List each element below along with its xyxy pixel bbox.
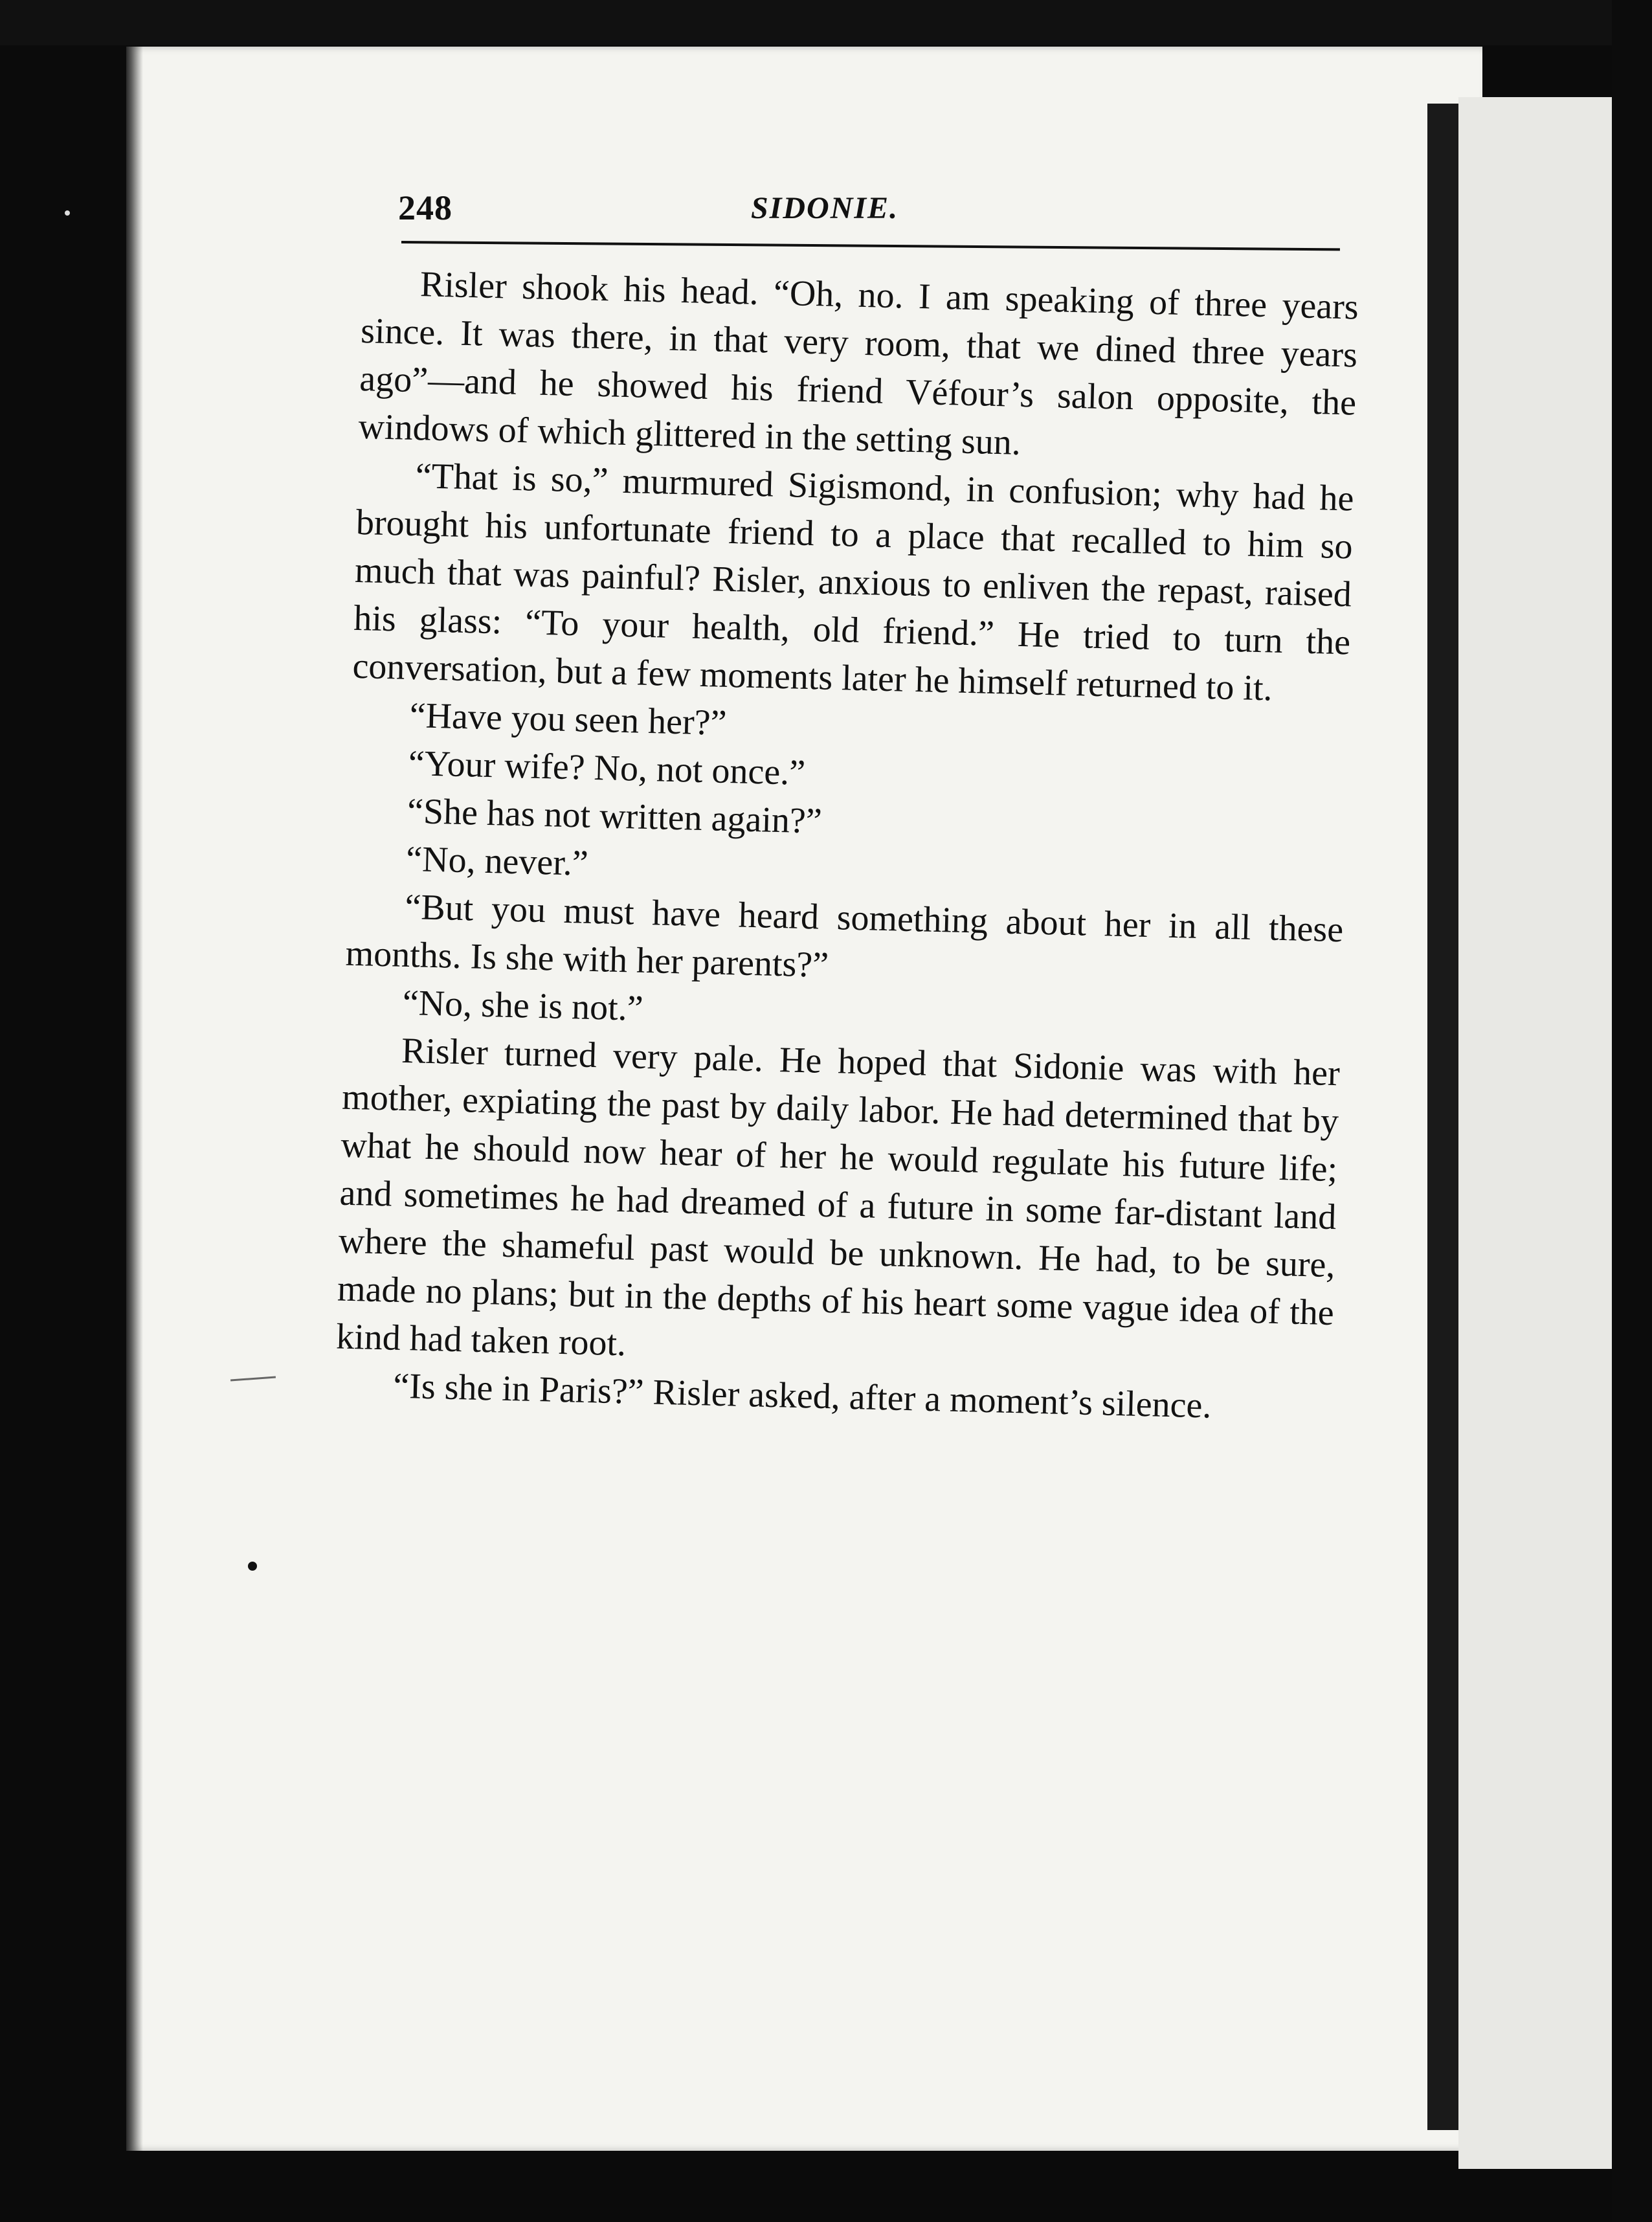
running-title: SIDONIE. bbox=[751, 191, 899, 225]
paragraph: “She has not written again?” bbox=[407, 791, 823, 842]
paragraph: “Have you seen her?” bbox=[409, 695, 728, 743]
paragraph: “Is she in Paris?” Risler asked, after a moment’s silence. bbox=[392, 1365, 1212, 1426]
scan-background-top bbox=[0, 0, 1652, 45]
paragraph: “But you must have heard something about her in all these months. Is she with her parents?” bbox=[345, 886, 1344, 985]
paragraph: “That is so,” murmured Sigismond, in confusion; why had he brought his unfortunate friend to a place that recalled to him so much that was painful? Risler, anxious to enliven the repast, raised his glass: “To your health, old friend.” He tried to turn the conversation, but a few moments later he himself returned to it. bbox=[352, 456, 1355, 709]
scan-background-right bbox=[1612, 0, 1652, 2222]
paragraph: “No, she is not.” bbox=[402, 982, 644, 1029]
paragraph: “No, never.” bbox=[405, 838, 589, 884]
binding-strip bbox=[1427, 104, 1458, 2130]
paragraph: Risler shook his head. “Oh, no. I am speaking of three years since. It was there, in that very room, that we dined three years ago”—and he showed his friend Véfour’s salon opposite, the windows of which glittered in the setting sun. bbox=[357, 264, 1359, 463]
paragraph: “Your wife? No, not once.” bbox=[408, 743, 806, 793]
page-header bbox=[272, 188, 1353, 240]
scan-speck bbox=[65, 210, 70, 216]
page-number: 248 bbox=[398, 188, 452, 227]
page-spine-shadow bbox=[126, 47, 143, 2151]
body-text bbox=[335, 259, 1359, 1433]
margin-dot bbox=[248, 1562, 257, 1571]
paragraph: Risler turned very pale. He hoped that Sidonie was with her mother, expiating the past by daily labor. He had determined that by what he should now hear of her he would regulate his future life; and sometimes he had dreamed of a future in some far-distant land where the shameful past would be unknown. He had, to be sure, made no plans; but in the depths of his heart some vague idea of the kind had taken root. bbox=[335, 1030, 1341, 1364]
